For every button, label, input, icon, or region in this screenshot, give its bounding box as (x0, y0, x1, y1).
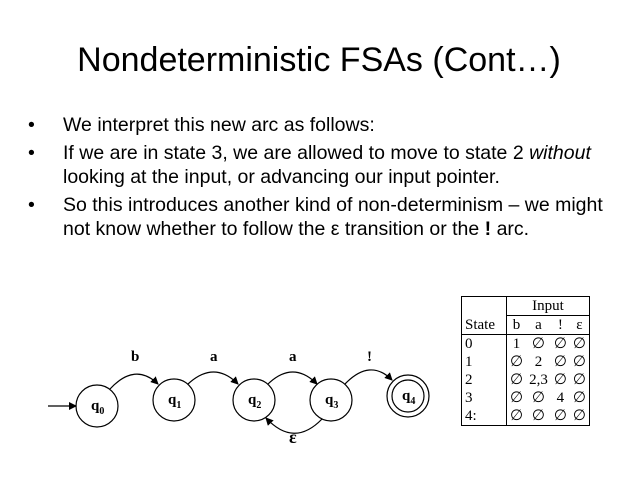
table-cell: ∅ (553, 408, 567, 424)
arc-q1-q2 (188, 372, 238, 384)
bullet-dot: • (28, 114, 35, 136)
state-q1 (153, 379, 195, 421)
state-label: $q_0$ (91, 398, 105, 417)
table-row-state: 4: (462, 407, 507, 426)
table-cell: ∅ (553, 372, 567, 388)
table-symbol-header: ! (551, 316, 570, 335)
table-row (462, 335, 590, 354)
table-row-state: 3 (462, 389, 507, 407)
table-symbol-header: a (526, 316, 551, 335)
table-cell: ∅ (572, 390, 586, 406)
table-row-state: 1 (462, 353, 507, 371)
arc-label-bang: ! (367, 349, 372, 365)
table-cell: ∅ (531, 408, 545, 424)
table-cell: 1 (512, 336, 521, 352)
bullet-item (26, 113, 626, 137)
table-cell: 2 (534, 354, 543, 370)
table-symbol-header: ε (570, 316, 590, 335)
table-cell: ∅ (572, 354, 586, 370)
table-cell: ∅ (572, 372, 586, 388)
bullet-list (26, 113, 626, 245)
table-input-header: Input (507, 297, 590, 316)
table-row-state: 2 (462, 371, 507, 389)
bullet-item (26, 141, 626, 189)
bullet-text: We interpret this new arc as follows: (63, 114, 375, 136)
table-cell: ∅ (572, 408, 586, 424)
bullet-dot: • (28, 142, 35, 164)
table-cell: ∅ (553, 336, 567, 352)
table-symbol-header: b (507, 316, 527, 335)
bullet-dot: • (28, 194, 35, 216)
table-cell: ∅ (510, 408, 524, 424)
bullet-text-italic: without (529, 142, 591, 164)
table-cell: 4 (556, 390, 565, 406)
arc-label-a: a (210, 349, 218, 365)
state-q2 (233, 379, 275, 421)
state-label: $q_2$ (248, 392, 262, 411)
bullet-item (26, 193, 626, 241)
state-label: $q_4$ (402, 388, 416, 407)
table-cell: ∅ (531, 390, 545, 406)
bullet-text: So this introduces another kind of non-determinism – we might not know whether to follow the ε transition or the (63, 194, 603, 240)
arc-q2-q3 (268, 372, 317, 384)
table-row (462, 371, 590, 389)
table-cell: ∅ (531, 336, 545, 352)
table-cell: ∅ (510, 390, 524, 406)
state-label: $q_1$ (168, 392, 182, 411)
table-row (462, 407, 590, 426)
table-row-state: 0 (462, 335, 507, 354)
fsa-diagram (40, 340, 430, 450)
arc-label-a: a (289, 349, 297, 365)
slide-title: Nondeterministic FSAs (Cont…) (77, 41, 561, 79)
state-label: $q_3$ (325, 392, 339, 411)
bullet-text-bold: ! (484, 218, 492, 240)
arc-q3-q4 (345, 370, 392, 384)
state-q4-accept (387, 375, 429, 417)
bullet-text: looking at the input, or advancing our input pointer. (63, 166, 500, 188)
arc-label-epsilon: ε (289, 427, 297, 447)
arc-q0-q1 (110, 374, 158, 389)
table-cell: 2,3 (529, 372, 548, 388)
table-row (462, 389, 590, 407)
table-corner (462, 297, 507, 316)
bullet-text: arc. (491, 218, 530, 240)
table-cell: ∅ (572, 336, 586, 352)
table-cell: ∅ (553, 354, 567, 370)
table-cell: ∅ (510, 372, 524, 388)
table-row (462, 353, 590, 371)
transition-table (461, 296, 590, 426)
state-q0 (76, 385, 118, 427)
bullet-text: If we are in state 3, we are allowed to move to state 2 (63, 142, 530, 164)
arc-label-b: b (131, 349, 140, 365)
table-cell: ∅ (510, 354, 524, 370)
table-state-header: State (462, 316, 507, 335)
state-q3 (310, 379, 352, 421)
